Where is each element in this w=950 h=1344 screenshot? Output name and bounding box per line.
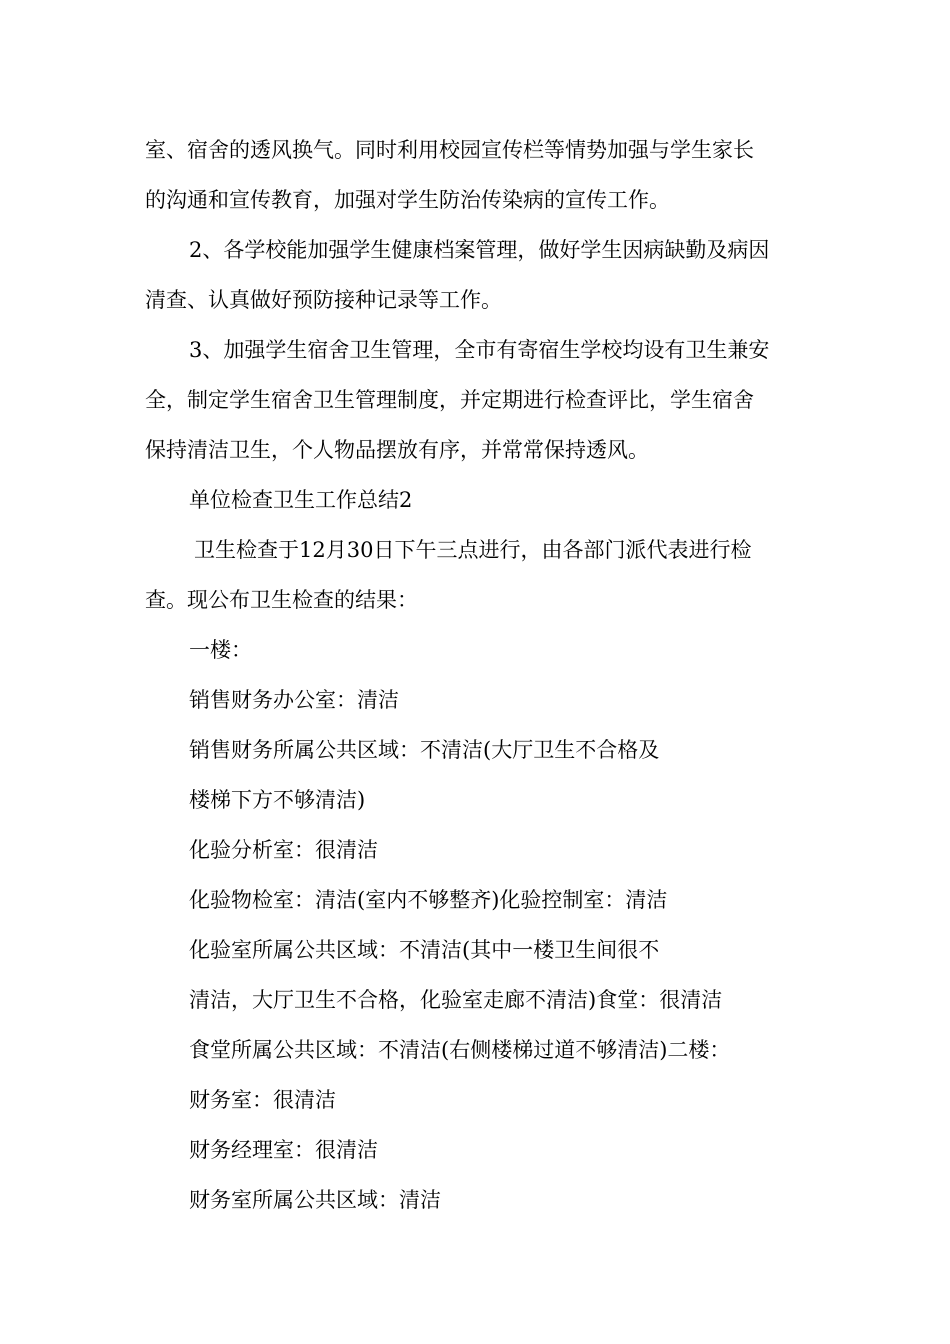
inspection-item: 销售财务办公室：清洁	[189, 688, 399, 712]
floor-heading: 一楼：	[189, 638, 252, 662]
paragraph-line: 查。现公布卫生检查的结果：	[145, 588, 418, 612]
paragraph-line: 3、加强学生宿舍卫生管理，全市有寄宿生学校均设有卫生兼安	[189, 338, 770, 362]
paragraph-line: 2、各学校能加强学生健康档案管理，做好学生因病缺勤及病因	[189, 238, 770, 262]
paragraph-line: 保持清洁卫生，个人物品摆放有序，并常常保持透风。	[145, 438, 649, 462]
section-heading: 单位检查卫生工作总结2	[189, 488, 413, 512]
inspection-item: 财务室：很清洁	[189, 1088, 336, 1112]
inspection-item: 销售财务所属公共区域：不清洁(大厅卫生不合格及	[189, 738, 660, 762]
inspection-item: 财务室所属公共区域：清洁	[189, 1188, 441, 1212]
paragraph-line: 的沟通和宣传教育，加强对学生防治传染病的宣传工作。	[145, 188, 670, 212]
paragraph-line: 全，制定学生宿舍卫生管理制度，并定期进行检查评比，学生宿舍	[145, 388, 754, 412]
paragraph-line: 卫生检查于12月30日下午三点进行，由各部门派代表进行检	[194, 538, 752, 562]
inspection-item: 清洁，大厅卫生不合格，化验室走廊不清洁)食堂：很清洁	[189, 988, 723, 1012]
inspection-item: 化验物检室：清洁(室内不够整齐)化验控制室：清洁	[189, 888, 668, 912]
paragraph-line: 室、宿舍的透风换气。同时利用校园宣传栏等情势加强与学生家长	[145, 138, 754, 162]
inspection-item: 化验室所属公共区域：不清洁(其中一楼卫生间很不	[189, 938, 660, 962]
inspection-item: 食堂所属公共区域：不清洁(右侧楼梯过道不够清洁)二楼：	[189, 1038, 731, 1062]
inspection-item: 化验分析室：很清洁	[189, 838, 378, 862]
inspection-item: 楼梯下方不够清洁)	[189, 788, 366, 812]
paragraph-line: 清查、认真做好预防接种记录等工作。	[145, 288, 502, 312]
inspection-item: 财务经理室：很清洁	[189, 1138, 378, 1162]
